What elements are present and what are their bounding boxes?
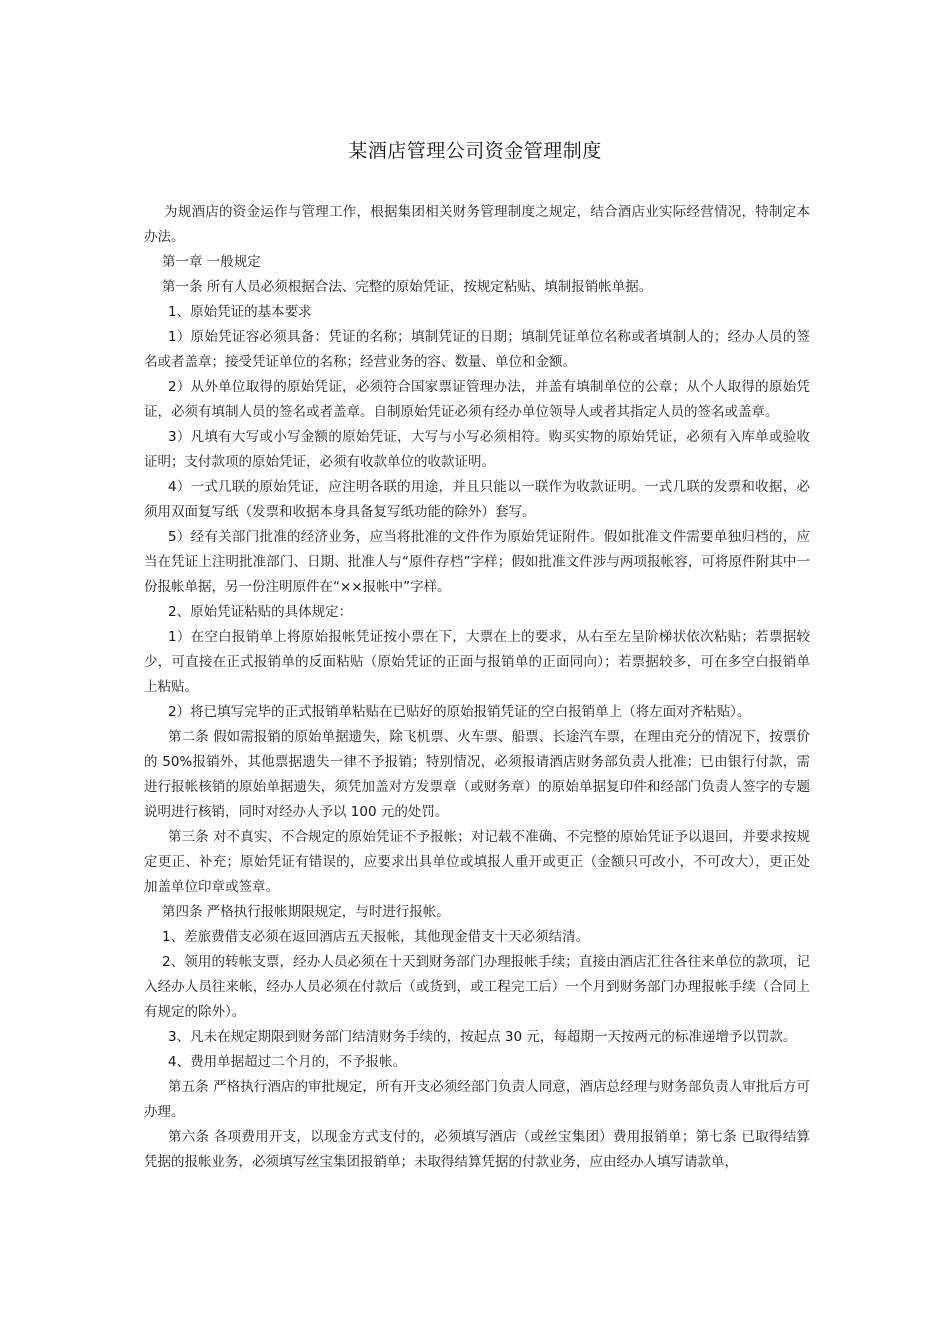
clause-paragraph: 5）经有关部门批准的经济业务，应当将批准的文件作为原始凭证附件。假如批准文件需要单独归档的，应当在凭证上注明批准部门、日期、批准人与“原件存档”字样；假如批准文件涉与两项报帐容，可将原件附其中一份报帐单据，另一份注明原件在“××报帐中”字样。 (144, 529, 810, 595)
article-paragraph: 第一条 所有人员必须根据合法、完整的原始凭证，按规定粘贴、填制报销帐单据。 (162, 279, 653, 295)
article-paragraph: 第五条 严格执行酒店的审批规定，所有开支必须经部门负责人同意，酒店总经理与财务部负责人审批后方可办理。 (144, 1079, 810, 1120)
article-paragraph: 第三条 对不真实、不合规定的原始凭证不予报帐；对记载不准确、不完整的原始凭证予以退回，并要求按规定更正、补充；原始凭证有错误的，应要求出具单位或填报人重开或更正（金额只可改小，不可改大），更正处加盖单位印章或签章。 (144, 829, 810, 895)
clause-paragraph: 3）凡填有大写或小写金额的原始凭证，大写与小写必须相符。购买实物的原始凭证，必须有入库单或验收证明；支付款项的原始凭证，必须有收款单位的收款证明。 (144, 429, 810, 470)
clause-paragraph: 2）从外单位取得的原始凭证，必须符合国家票证管理办法，并盖有填制单位的公章；从个人取得的原始凭证，必须有填制人员的签名或者盖章。自制原始凭证必须有经办单位领导人或者其指定人员的签名或盖章。 (144, 379, 810, 420)
clause-paragraph: 3、凡未在规定期限到财务部门结清财务手续的，按起点 30 元，每超期一天按两元的标准递增予以罚款。 (168, 1029, 797, 1045)
intro-paragraph: 为规酒店的资金运作与管理工作，根据集团相关财务管理制度之规定，结合酒店业实际经营情况，特制定本办法。 (144, 204, 810, 245)
clause-paragraph: 1）原始凭证容必须具备：凭证的名称；填制凭证的日期；填制凭证单位名称或者填制人的；经办人员的签名或者盖章；接受凭证单位的名称；经营业务的容、数量、单位和金额。 (144, 329, 810, 370)
article-paragraph: 第四条 严格执行报帐期限规定，与时进行报帐。 (162, 904, 450, 920)
clause-paragraph: 4、费用单据超过二个月的，不予报帐。 (168, 1054, 407, 1070)
clause-paragraph: 1）在空白报销单上将原始报帐凭证按小票在下，大票在上的要求，从右至左呈阶梯状依次粘贴；若票据较少，可直接在正式报销单的反面粘贴（原始凭证的正面与报销单的正面同向）；若票据较多，可在多空白报销单上粘贴。 (144, 629, 810, 695)
page-title: 某酒店管理公司资金管理制度 (348, 140, 602, 162)
section-heading: 2、原始凭证粘贴的具体规定： (168, 604, 353, 620)
clause-paragraph: 4）一式几联的原始凭证，应注明各联的用途，并且只能以一联作为收款证明。一式几联的发票和收据，必须用双面复写纸（发票和收据本身具备复写纸功能的除外）套写。 (144, 479, 810, 520)
article-paragraph: 第六条 各项费用开支，以现金方式支付的，必须填写酒店（或丝宝集团）费用报销单；第七条 已取得结算凭据的报帐业务，必须填写丝宝集团报销单；未取得结算凭据的付款业务，应由经办人填写请款单， (144, 1129, 810, 1170)
chapter-heading: 第一章 一般规定 (162, 254, 261, 270)
clause-paragraph: 2、领用的转帐支票，经办人员必须在十天到财务部门办理报帐手续；直接由酒店汇往各往来单位的款项，记入经办人员往来帐，经办人员必须在付款后（或货到，或工程完工后）一个月到财务部门办理报帐手续（合同上有规定的除外）。 (144, 954, 810, 1020)
document-body (144, 200, 810, 1175)
clause-paragraph: 1、差旅费借支必须在返回酒店五天报帐，其他现金借支十天必须结清。 (162, 929, 590, 945)
clause-paragraph: 2）将已填写完毕的正式报销单粘贴在已贴好的原始报销凭证的空白报销单上（将左面对齐粘贴）。 (168, 704, 751, 720)
section-heading: 1、原始凭证的基本要求 (168, 304, 312, 320)
article-paragraph: 第二条 假如需报销的原始单据遗失，除飞机票、火车票、船票、长途汽车票，在理由充分的情况下，按票价的 50%报销外，其他票据遗失一律不予报销；特别情况，必须报请酒店财务部负责人批准；已由银行付款，需进行报帐核销的原始单据遗失，须凭加盖对方发票章（或财务章）的原始单据复印件和经部门负责人签字的专题说明进行核销，同时对经办人予以 100 元的处罚。 (144, 729, 810, 820)
